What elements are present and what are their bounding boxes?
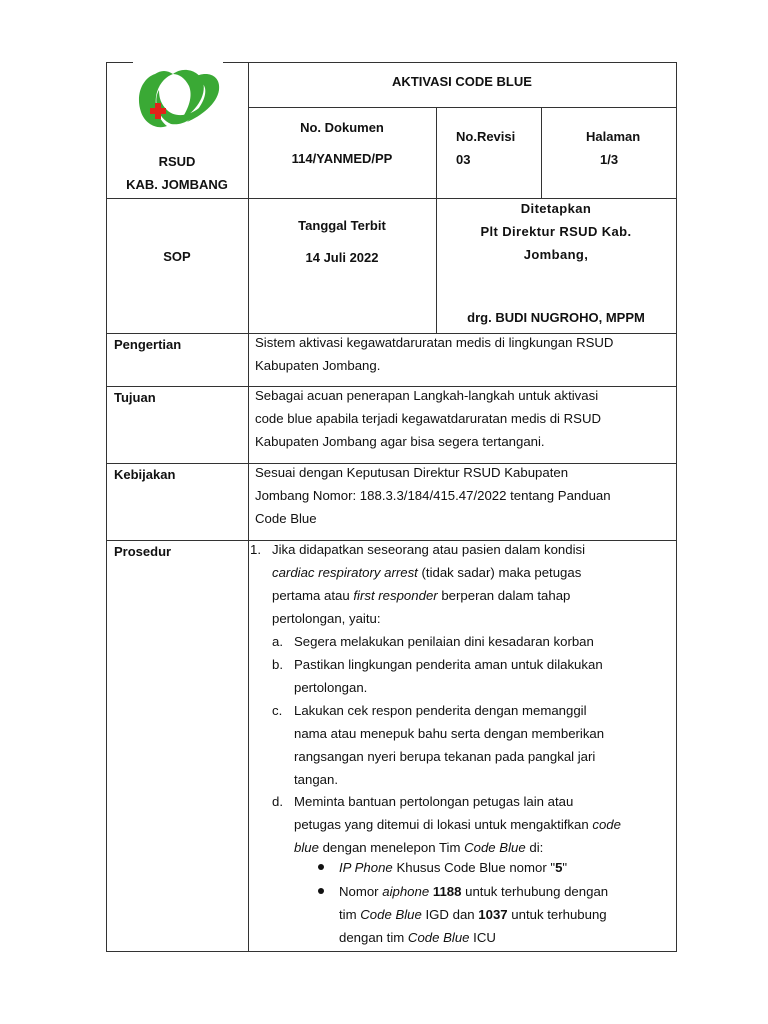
- substep-d-line: Meminta bantuan pertolongan petugas lain atau: [294, 794, 574, 809]
- prosedur-label: Prosedur: [114, 544, 172, 559]
- substep-a-mark: a.: [272, 634, 283, 649]
- approved-label: Ditetapkan: [520, 201, 592, 216]
- kebijakan-line: Code Blue: [255, 511, 317, 526]
- approved-by-line2: Jombang,: [523, 247, 589, 262]
- sop-label: SOP: [163, 249, 191, 264]
- bullet-aiphone-line: tim Code Blue IGD dan 1037 untuk terhubung: [339, 907, 607, 922]
- tujuan-line: code blue apabila terjadi kegawatdaruratan medis di RSUD: [255, 411, 602, 426]
- substep-d-line: blue dengan menelepon Tim Code Blue di:: [294, 840, 544, 855]
- substep-c-line: Lakukan cek respon penderita dengan memanggil: [294, 703, 587, 718]
- substep-a-text: [294, 630, 669, 653]
- revision-value: 03: [456, 152, 471, 167]
- substep-c-text: [294, 699, 669, 791]
- substep-d-line: petugas yang ditemui di lokasi untuk mengaktifkan code: [294, 817, 621, 832]
- issue-date-value: 14 Juli 2022: [305, 250, 379, 265]
- tujuan-label: Tujuan: [114, 390, 156, 405]
- doc-number-label: No. Dokumen: [300, 120, 384, 135]
- substep-b-text: [294, 653, 669, 699]
- substep-d-text: [294, 790, 669, 859]
- doc-number-value: 114/YANMED/PP: [291, 151, 393, 166]
- approved-by-line1: Plt Direktur RSUD Kab.: [480, 224, 632, 239]
- tujuan-line: Kabupaten Jombang agar bisa segera tertangani.: [255, 434, 545, 449]
- bullet-aiphone: [339, 880, 669, 949]
- hospital-logo: [133, 60, 223, 132]
- pengertian-line: Kabupaten Jombang.: [255, 358, 381, 373]
- kebijakan-line: Sesuai dengan Keputusan Direktur RSUD Kabupaten: [255, 465, 569, 480]
- substep-d-mark: d.: [272, 794, 283, 809]
- org-name-line1: RSUD: [158, 154, 196, 169]
- step-1-line: cardiac respiratory arrest (tidak sadar) maka petugas: [272, 565, 582, 580]
- bullet-ip-phone: IP Phone Khusus Code Blue nomor "5": [339, 860, 568, 875]
- substep-b-line: Pastikan lingkungan penderita aman untuk dilakukan: [294, 657, 603, 672]
- revision-label: No.Revisi: [456, 129, 516, 144]
- bullet-dot: [318, 888, 324, 894]
- page-value: 1/3: [600, 152, 619, 167]
- pengertian-text: [255, 331, 665, 377]
- bullet-aiphone-line: dengan tim Code Blue ICU: [339, 930, 496, 945]
- kebijakan-label: Kebijakan: [114, 467, 176, 482]
- kebijakan-line: Jombang Nomor: 188.3.3/184/415.47/2022 tentang Panduan: [255, 488, 611, 503]
- step-1-text: [272, 538, 669, 630]
- step-1-line: pertama atau first responder berperan dalam tahap: [272, 588, 571, 603]
- tujuan-line: Sebagai acuan penerapan Langkah-langkah untuk aktivasi: [255, 388, 599, 403]
- pengertian-label: Pengertian: [114, 337, 182, 352]
- substep-b-mark: b.: [272, 657, 283, 672]
- page-label: Halaman: [586, 129, 641, 144]
- tujuan-text: [255, 384, 665, 453]
- substep-c-line: nama atau menepuk bahu serta dengan memberikan: [294, 726, 605, 741]
- substep-c-mark: c.: [272, 703, 283, 718]
- substep-c-line: tangan.: [294, 772, 338, 787]
- kebijakan-text: [255, 461, 665, 530]
- step-1-line: Jika didapatkan seseorang atau pasien dalam kondisi: [272, 542, 586, 557]
- step-number-1: 1.: [250, 542, 261, 557]
- approver-name: drg. BUDI NUGROHO, MPPM: [467, 310, 645, 325]
- substep-c-line: rangsangan nyeri berupa tekanan pada pangkal jari: [294, 749, 596, 764]
- bullet-dot: [318, 864, 324, 870]
- document-title: AKTIVASI CODE BLUE: [392, 74, 532, 89]
- bullet-aiphone-line: Nomor aiphone 1188 untuk terhubung dengan: [339, 884, 609, 899]
- substep-b-line: pertolongan.: [294, 680, 368, 695]
- pengertian-line: Sistem aktivasi kegawatdaruratan medis di lingkungan RSUD: [255, 335, 614, 350]
- approval-block: [436, 197, 676, 266]
- substep-a-line: Segera melakukan penilaian dini kesadaran korban: [294, 634, 594, 649]
- issue-date-label: Tanggal Terbit: [298, 218, 386, 233]
- step-1-line: pertolongan, yaitu:: [272, 611, 381, 626]
- org-name-line2: KAB. JOMBANG: [126, 177, 228, 192]
- org-name: [106, 150, 248, 196]
